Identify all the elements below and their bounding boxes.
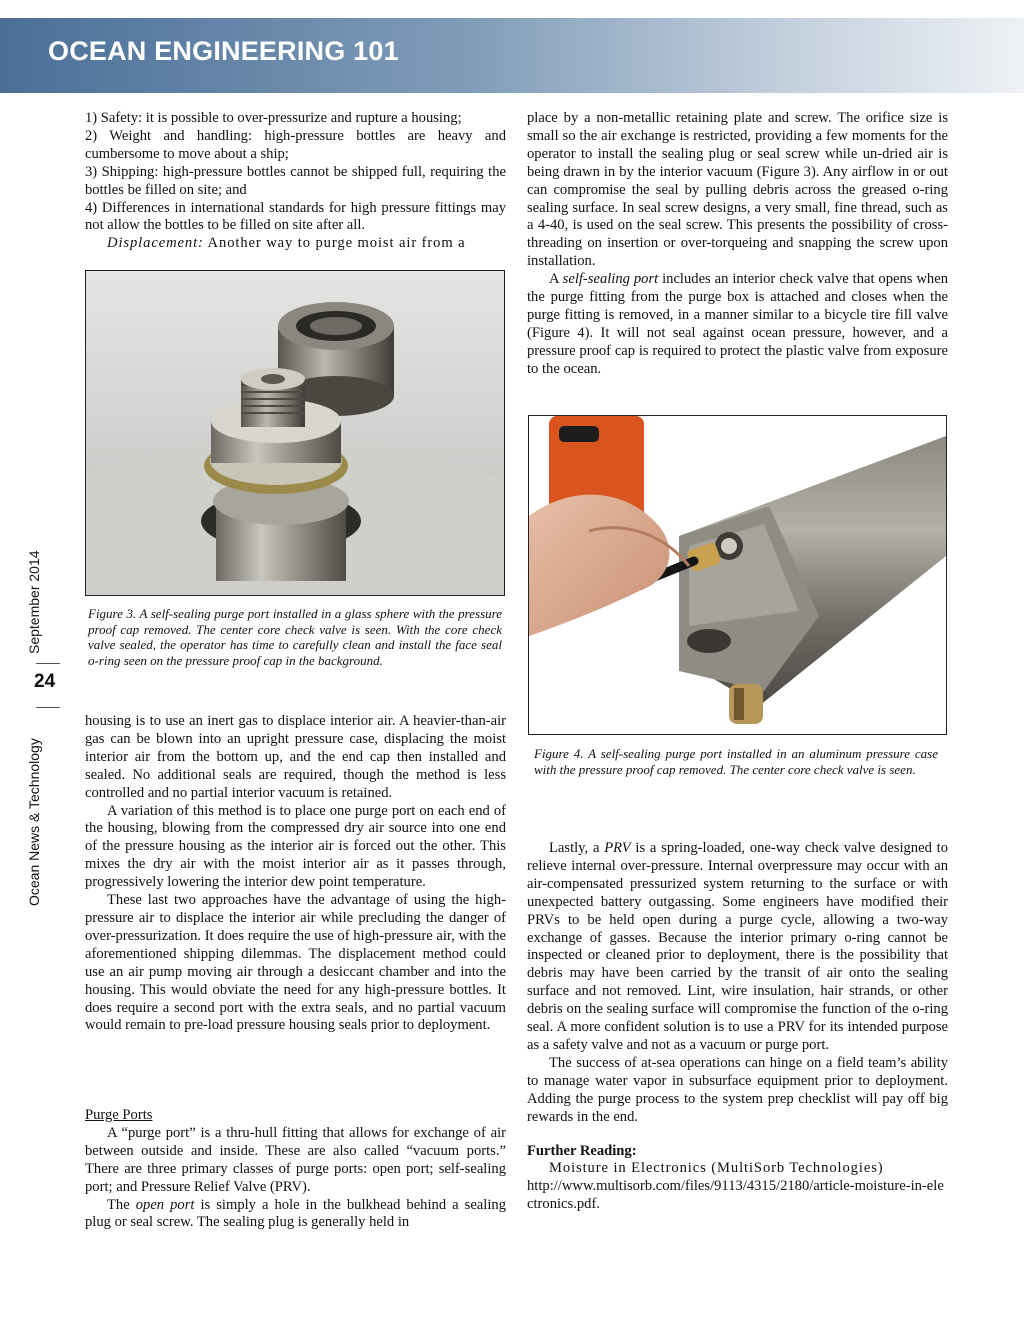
self-sealing-term: self-sealing port (562, 271, 659, 288)
paragraph: housing is to use an inert gas to displace interior air. A heavier-than-air gas can be blown into an upright pressure case, displacing the moist interior air from the bottom up, and the end cap then installed and sealed. No additional seals are required, though the method is less controlled and no partial interior vacuum is retained. (85, 713, 506, 801)
open-port-term: open port (135, 1196, 195, 1213)
paragraph: These last two approaches have the advantage of using the high-pressure air to displace the interior air while precluding the danger of over-pressurization. It does require the use of high-pressure air, with the aforementioned shipping dilemmas. The displacement method could use an air pump moving air through a desiccant chamber and into the housing. This would obviate the need for any high-pressure bottles. It does require a second port with the extra seals, and no partial vacuum would remain to pre-load pressure housing seals prior to deployment. (85, 892, 506, 1034)
paragraph-text: is simply a hole in the bulkhead behind a sealing plug or seal screw. The sealing plug is generally held in (85, 1196, 506, 1231)
section-title: OCEAN ENGINEERING 101 (48, 36, 399, 66)
list-item: 2) Weight and handling: high-pressure bottles are heavy and cumbersome to move about a ship; (85, 127, 506, 162)
right-column-top (527, 110, 948, 379)
paragraph-text: A (549, 271, 563, 288)
figure-4-caption: Figure 4. A self-sealing purge port installed in an aluminum pressure case with the pressure proof cap removed. The center core check valve is seen. (534, 746, 938, 777)
right-column-bottom (527, 840, 948, 1214)
header-banner (0, 18, 1024, 93)
paragraph (527, 271, 948, 378)
paragraph-text: Lastly, a (549, 840, 605, 856)
paragraph (85, 235, 506, 253)
sidebar-divider (36, 663, 60, 664)
displacement-label: Displacement: (107, 235, 204, 252)
paragraph-text: is a spring-loaded, one-way check valve designed to relieve internal over-pressure. Internal overpressure may occur with an air-compensated pressurized system returning to the surface or with unexpected battery outgassing. Some engineers have modified their PRVs to be held open during a purge cycle, allowing a two-way exchange of gasses. Because the interior primary o-ring cannot be inspected or cleaned prior to deployment, there is the possibility that debris may have been carried by the transit of air onto the sealing surface and not removed. Lint, wire insulation, hair strands, or other debris on the sealing surface will compromise the function of the o-ring seal. A more confident solution is to use a PRV for its intended purpose as a safety valve and not as a vacuum or purge port. (527, 840, 948, 1053)
sidebar-divider (36, 707, 60, 708)
paragraph-text: includes an interior check valve that opens when the purge fitting from the purge box is attached and closes when the purge fitting is removed, in a manner similar to a bicycle tire fill valve (Figure 4). It will not seal against ocean pressure, however, and a pressure proof cap is required to protect the plastic valve from exposure to the ocean. (527, 271, 948, 377)
left-column-middle (85, 713, 506, 1035)
magazine-name: Ocean News & Technology (26, 738, 42, 906)
purge-port-glass-sphere-illustration (86, 271, 504, 595)
list-item: 3) Shipping: high-pressure bottles cannot be shipped full, requiring the bottles be filled on site; and (85, 163, 506, 198)
purge-port-aluminum-case-illustration (529, 416, 946, 734)
further-reading-link[interactable]: http://www.multisorb.com/files/9113/4315/2180/article-moisture-in-electronics.pdf. (527, 1178, 944, 1213)
paragraph: place by a non-metallic retaining plate and screw. The orifice size is small so the air exchange is restricted, providing a few moments for the operator to install the sealing plug or seal screw while un-dried air is being drawn in by the interior vacuum (Figure 3). Any airflow in or out can compromise the seal by pulling debris across the greased o-ring sealing surface. In seal screw designs, a very small, fine thread, such as a 4-40, is used on the seal screw. This presents the possibility of cross-threading on insertion or over-torqueing and snapping the screw upon installation. (527, 110, 948, 270)
paragraph (527, 840, 948, 1055)
paragraph: The success of at-sea operations can hinge on a field team’s ability to manage water vapor in subsurface equipment prior to deployment. Adding the purge process to the system prep checklist will pay off big rewards in the end. (527, 1054, 948, 1125)
paragraph-text: Another way to purge moist air from a (203, 235, 466, 252)
list-item: 4) Differences in international standards for high pressure fittings may not allow the bottles to be filled on site after all. (85, 199, 506, 234)
figure-3-caption: Figure 3. A self-sealing purge port installed in a glass sphere with the pressure proof cap removed. The center core check valve is seen. With the core check valve sealed, the operator has time to carefully clean and install the face seal o-ring seen on the pressure proof cap in the background. (88, 606, 502, 668)
purge-ports-heading: Purge Ports (85, 1107, 153, 1123)
further-reading-title: Moisture in Electronics (MultiSorb Technologies) (549, 1160, 884, 1177)
left-column-top (85, 110, 506, 253)
paragraph-text: The (107, 1196, 136, 1213)
further-reading-heading: Further Reading: (527, 1142, 637, 1159)
figure-4-photo (528, 415, 947, 735)
left-column-bottom (85, 1107, 506, 1232)
paragraph: A “purge port” is a thru-hull fitting that allows for exchange of air between outside and inside. These are also called “vacuum ports.” There are three primary classes of purge ports: open port; self-sealing port; and Pressure Relief Valve (PRV). (85, 1124, 506, 1195)
page-number: 24 (34, 671, 56, 692)
issue-date: September 2014 (26, 550, 42, 654)
figure-3-photo (85, 270, 505, 596)
paragraph: A variation of this method is to place one purge port on each end of the housing, blowing from the compressed dry air source into one end of the pressure housing as the interior air is forced out the other. This mixes the dry air with the moist interior air as it passes through, progressively lowering the interior dew point temperature. (85, 802, 506, 891)
prv-term: PRV (604, 840, 631, 856)
list-item: 1) Safety: it is possible to over-pressurize and rupture a housing; (85, 110, 462, 126)
paragraph (85, 1197, 506, 1233)
